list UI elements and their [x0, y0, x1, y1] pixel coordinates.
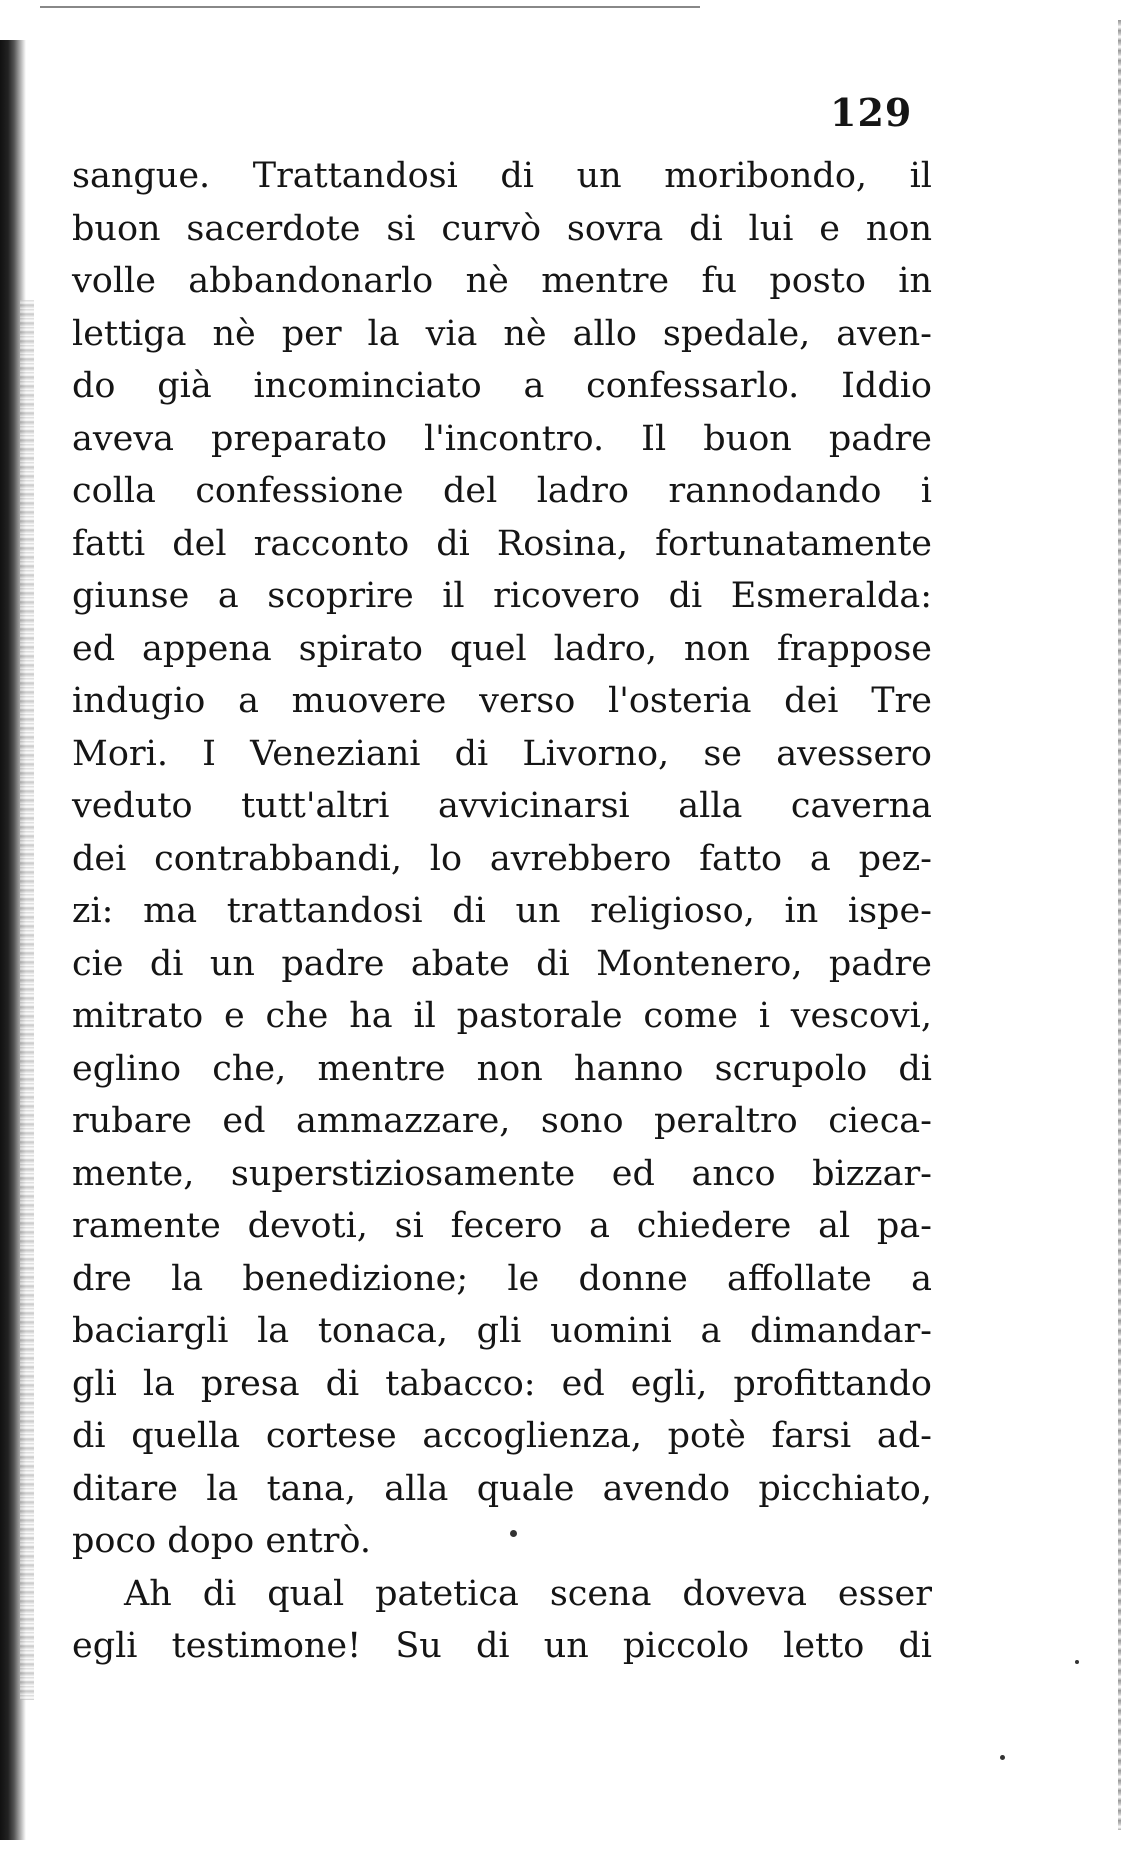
text-line: ed appena spirato quel ladro, non frappose: [72, 628, 932, 669]
text-line: sangue. Trattandosi di un moribondo, il: [72, 156, 932, 196]
text-line: rubare ed ammazzare, sono peraltro cieca-: [72, 1101, 932, 1141]
page-number: 129: [830, 90, 913, 135]
scan-border-top: [40, 6, 700, 8]
text-line: gli la presa di tabacco: ed egli, profittando: [72, 1363, 932, 1404]
ink-speck: [1000, 1755, 1005, 1760]
text-line: aveva preparato l'incontro. Il buon padre: [72, 418, 932, 459]
text-line: egli testimone! Su di un piccolo letto di: [72, 1626, 932, 1666]
text-line: giunse a scoprire il ricovero di Esmeralda:: [72, 576, 932, 616]
text-line: volle abbandonarlo nè mentre fu posto in: [72, 261, 932, 301]
scan-noise: [20, 300, 34, 1700]
text-line: baciargli la tonaca, gli uomini a dimandar-: [72, 1311, 932, 1351]
text-line-paragraph-start: Ah di qual patetica scena doveva esser: [124, 1573, 932, 1614]
text-line: ramente devoti, si fecero a chiedere al pa-: [72, 1206, 932, 1246]
text-line: buon sacerdote si curvò sovra di lui e non: [72, 208, 932, 249]
text-line: Mori. I Veneziani di Livorno, se avessero: [72, 733, 932, 774]
ink-speck: [1075, 1660, 1079, 1664]
text-line: fatti del racconto di Rosina, fortunatamente: [72, 523, 932, 564]
text-line: lettiga nè per la via nè allo spedale, aven-: [72, 313, 932, 354]
text-line: colla confessione del ladro rannodando i: [72, 471, 932, 511]
text-line: di quella cortese accoglienza, potè farsi ad-: [72, 1416, 932, 1456]
ink-speck: [510, 1530, 517, 1537]
text-line: veduto tutt'altri avvicinarsi alla caverna: [72, 786, 932, 826]
text-line: mitrato e che ha il pastorale come i vescovi,: [72, 996, 932, 1036]
text-line: eglino che, mentre non hanno scrupolo di: [72, 1048, 932, 1089]
text-line: do già incominciato a confessarlo. Iddio: [72, 366, 932, 406]
text-line: indugio a muovere verso l'osteria dei Tre: [72, 681, 932, 721]
scan-border-right: [1118, 20, 1121, 1830]
text-line: zi: ma trattandosi di un religioso, in ispe-: [72, 891, 932, 931]
text-line: mente, superstiziosamente ed anco bizzar-: [72, 1153, 932, 1194]
text-line-paragraph-end: poco dopo entrò.: [72, 1521, 371, 1561]
text-line: ditare la tana, alla quale avendo picchiato,: [72, 1468, 932, 1509]
text-line: dre la benedizione; le donne affollate a: [72, 1258, 932, 1299]
text-line: dei contrabbandi, lo avrebbero fatto a pez-: [72, 838, 932, 879]
body-text: [72, 150, 932, 1673]
text-line: cie di un padre abate di Montenero, padre: [72, 943, 932, 984]
